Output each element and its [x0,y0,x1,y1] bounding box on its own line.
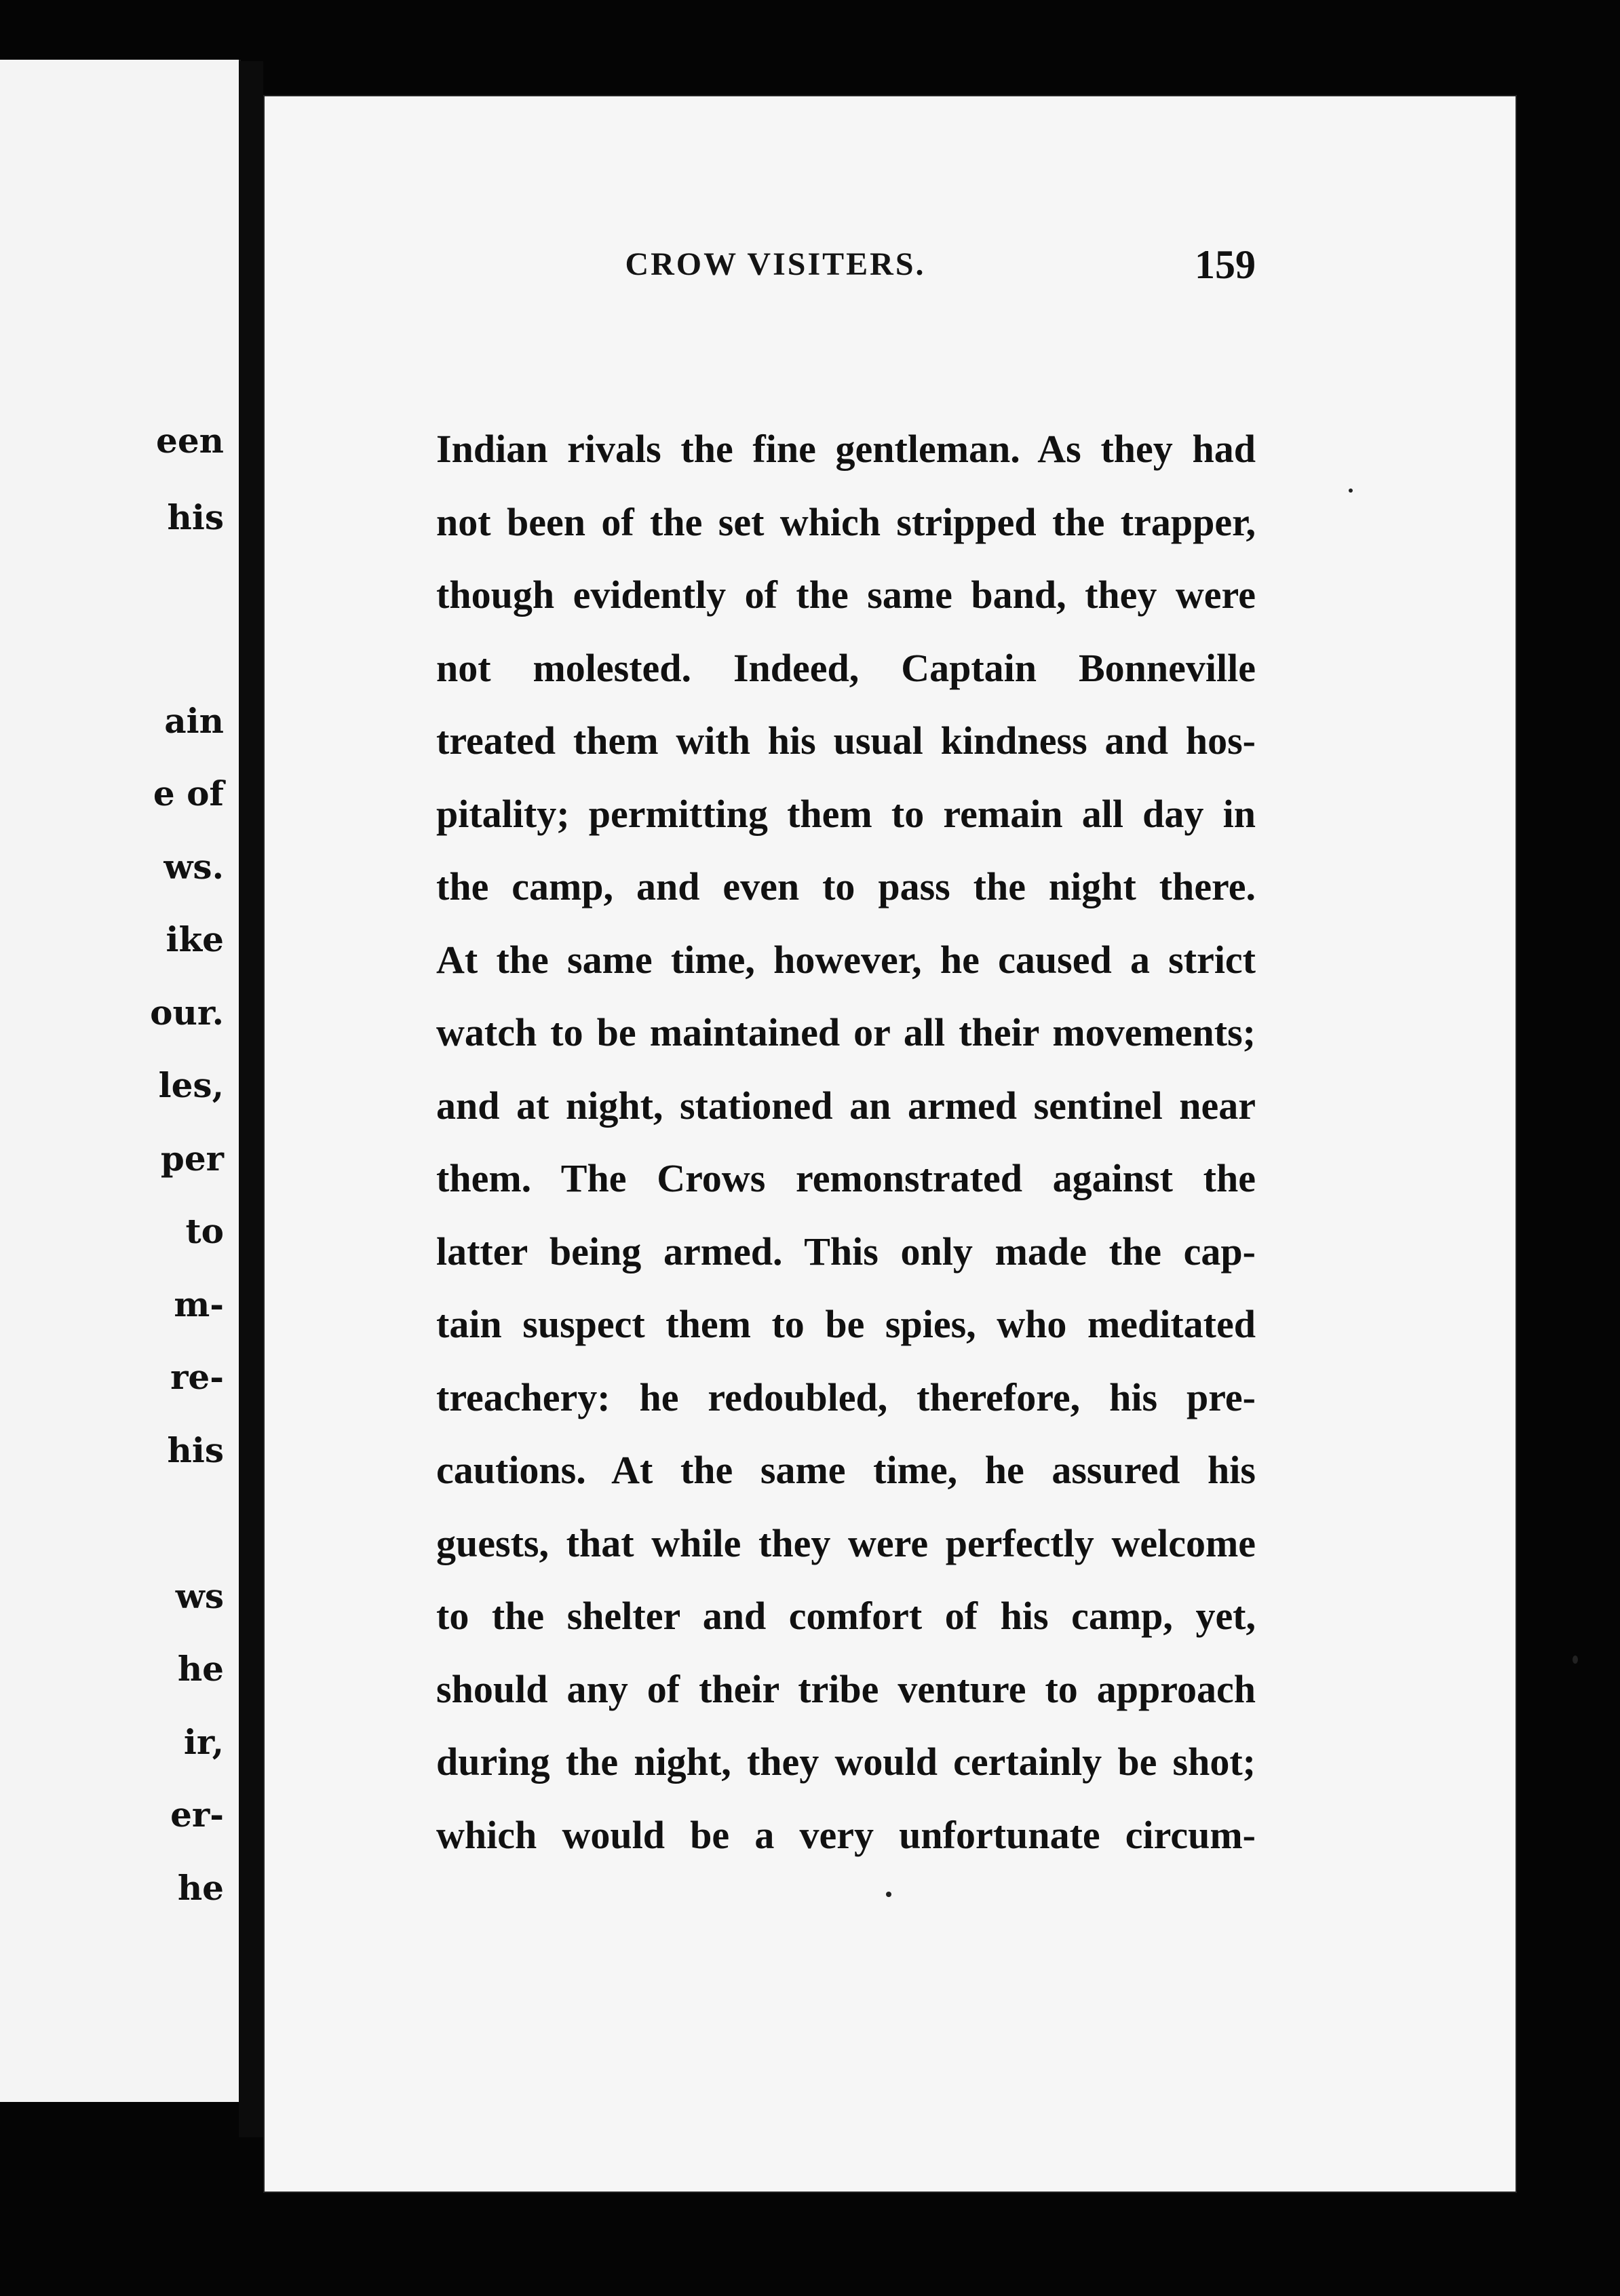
facing-page-fragment: his [167,1430,224,1470]
facing-page-fragment: er- [170,1795,224,1835]
facing-page-fragment: per [160,1139,224,1179]
text-line: which would be a very unfortunate circum- [436,1812,1256,1857]
scan-speck [886,1892,891,1897]
facing-page-fragment: re- [170,1357,224,1397]
facing-page-fragment: he [177,1649,224,1689]
facing-page-fragment: he [177,1868,224,1908]
facing-page-fragment: m- [174,1284,224,1324]
text-line: should any of their tribe venture to approach [436,1666,1256,1711]
scan-speck [1573,1656,1578,1664]
text-line: not molested. Indeed, Captain Bonneville [436,645,1256,690]
facing-page-fragment: ike [166,919,224,959]
text-line: watch to be maintained or all their movements; [436,1010,1256,1054]
text-line: treated them with his usual kindness and hos- [436,719,1256,763]
text-line: the camp, and even to pass the night there. [436,864,1256,908]
text-line: At the same time, however, he caused a strict [436,937,1256,982]
text-line: cautions. At the same time, he assured his [436,1448,1256,1492]
facing-page-fragment: een [156,421,224,461]
text-line: pitality; permitting them to remain all day in [436,791,1256,836]
scan-speck [1349,489,1353,493]
text-line: tain suspect them to be spies, who meditated [436,1302,1256,1346]
text-line: not been of the set which stripped the trapper, [436,499,1256,544]
running-head [436,242,1256,293]
text-line: guests, that while they were perfectly welcome [436,1520,1256,1565]
facing-page-fragment: his [167,497,224,537]
text-line: treachery: he redoubled, therefore, his pre- [436,1375,1256,1419]
text-line: Indian rivals the fine gentleman. As they had [436,427,1256,471]
text-line: during the night, they would certainly be shot; [436,1740,1256,1784]
facing-page-fragment: ws [175,1576,224,1616]
text-line: latter being armed. This only made the cap- [436,1229,1256,1274]
facing-page-fragment: our. [150,993,224,1033]
facing-page-fragment: ir, [183,1722,224,1762]
facing-page [0,60,241,2102]
facing-page-fragment: to [185,1211,224,1251]
text-line: to the shelter and comfort of his camp, yet, [436,1594,1256,1638]
running-head-title: CROW VISITERS. [625,246,926,282]
page-number: 159 [1195,242,1256,287]
facing-page-fragment: ws. [163,847,224,887]
text-line: and at night, stationed an armed sentinel near [436,1083,1256,1128]
body-text [436,429,1256,1888]
text-line: them. The Crows remonstrated against the [436,1156,1256,1200]
text-line: though evidently of the same band, they were [436,573,1256,617]
facing-page-fragment: ain [164,701,224,741]
book-gutter [239,61,263,2137]
facing-page-fragment: e of [153,773,224,814]
facing-page-fragment: les, [158,1065,224,1105]
